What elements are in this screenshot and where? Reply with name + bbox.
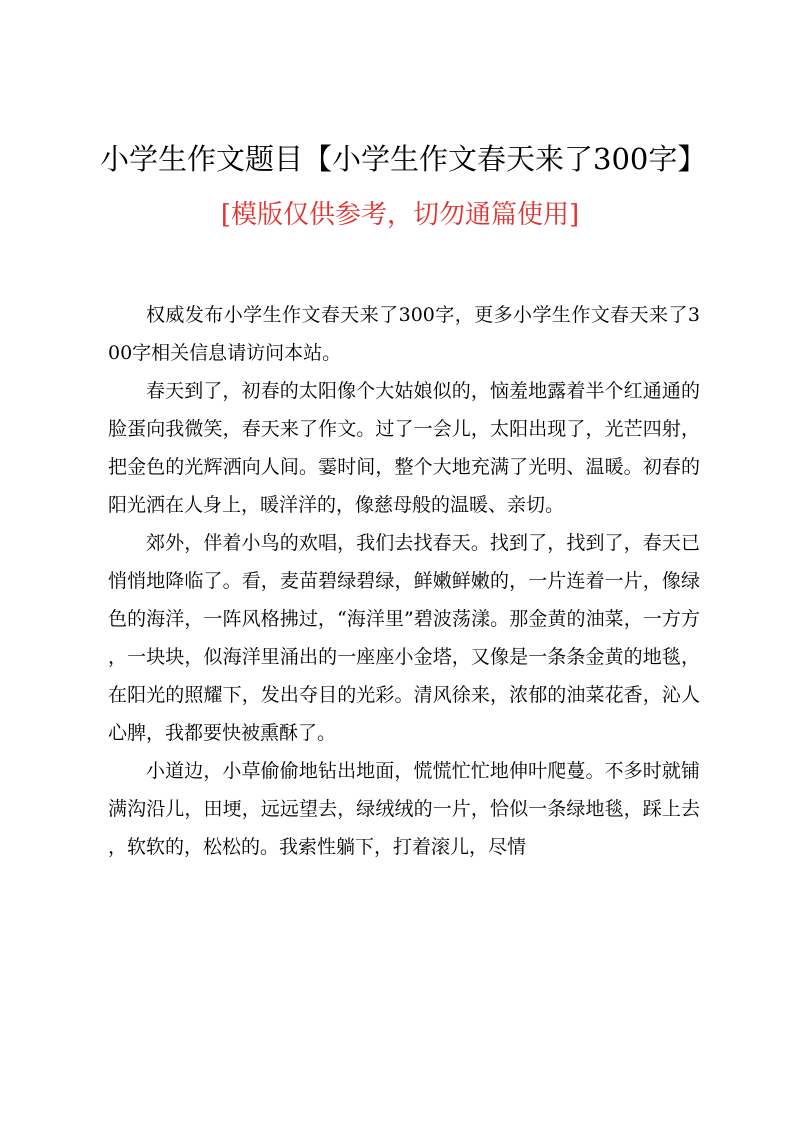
paragraph-countryside: 郊外，伴着小鸟的欢唱，我们去找春天。找到了，找到了，春天已悄悄地降临了。看，麦苗碧绿碧绿，鲜嫩鲜嫩的，一片连着一片，像绿色的海洋，一阵风格拂过，“海洋里”碧波荡漾。那金黄的油菜，一方方，一块块，似海洋里涌出的一座座小金塔，又像是一条条金黄的地毯，在阳光的照耀下，发出夺目的光彩。清风徐来，浓郁的油菜花香，沁人心脾，我都要快被熏酥了。 (108, 532, 700, 744)
paragraph-path: 小道边，小草偷偷地钻出地面，慌慌忙忙地伸叶爬蔓。不多时就铺满沟沿儿，田埂，远远望去，绿绒绒的一片，恰似一条绿地毯，踩上去，软软的，松松的。我索性躺下，打着滚儿，尽情 (108, 760, 700, 858)
article-body (108, 296, 700, 866)
document-title: 小学生作文题目【小学生作文春天来了300字】 (100, 142, 707, 176)
paragraph-sun: 春天到了，初春的太阳像个大姑娘似的，恼羞地露着半个红通通的脸蛋向我微笑，春天来了作文。过了一会儿，太阳出现了，光芒四射，把金色的光辉洒向人间。霎时间，整个大地充满了光明、温暖。初春的阳光洒在人身上，暖洋洋的，像慈母般的温暖、亲切。 (108, 380, 700, 516)
paragraph-intro: 权威发布小学生作文春天来了300字，更多小学生作文春天来了300字相关信息请访问本站。 (108, 304, 700, 364)
template-disclaimer: [模版仅供参考，切勿通篇使用] (220, 200, 580, 230)
